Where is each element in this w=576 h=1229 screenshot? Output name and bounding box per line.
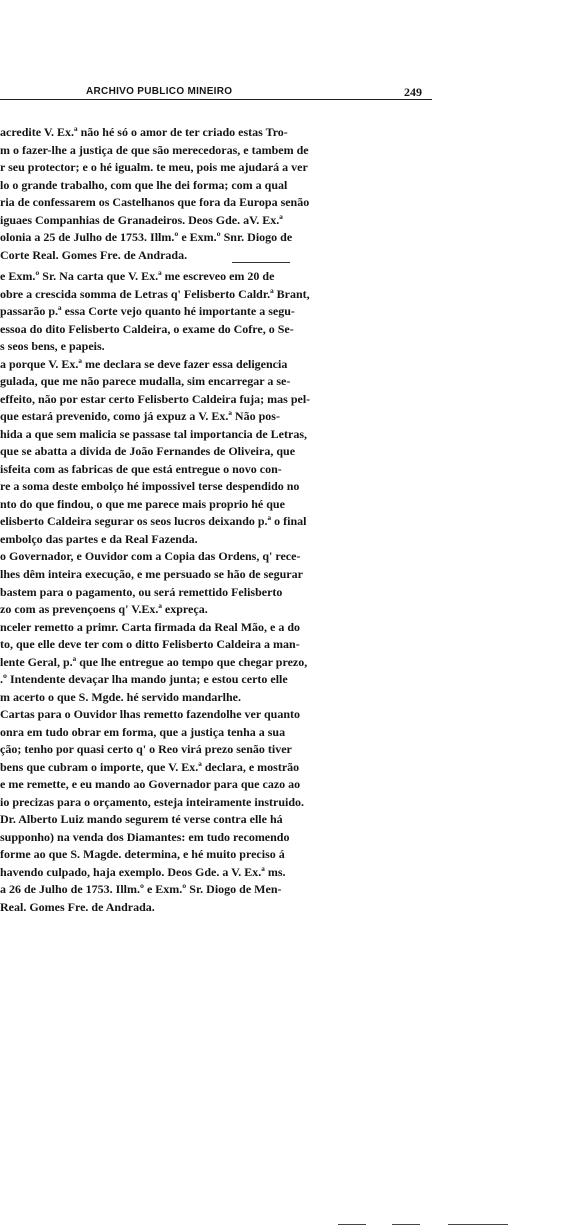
running-title: ARCHIVO PUBLICO MINEIRO — [86, 86, 233, 97]
text-line: effeito, não por estar certo Felisberto Caldeira fuja; mas pel- — [0, 392, 311, 406]
text-line: io precizas para o orçamento, esteja inteiramente instruido. — [0, 795, 305, 809]
page-header — [0, 86, 576, 106]
text-line: onra em tudo obrar em forma, que a justiça tenha a sua — [0, 725, 286, 739]
text-line: que estará prevenido, como já expuz a V. Ex.ª Não pos- — [0, 409, 280, 423]
text-line: lente Geral, p.ª que lhe entregue ao tempo que chegar prezo, — [0, 655, 308, 669]
footer-mark — [338, 1224, 366, 1225]
text-line: Real. Gomes Fre. de Andrada. — [0, 900, 155, 914]
text-line: m acerto o que S. Mgde. hé servido mandarlhe. — [0, 690, 241, 704]
text-line: hida a que sem malicia se passase tal importancia de Letras, — [0, 427, 307, 441]
text-line: Cartas para o Ouvidor lhas remetto fazendolhe ver quanto — [0, 707, 300, 721]
text-line: supponho) na venda dos Diamantes: em tudo recomendo — [0, 830, 290, 844]
text-line: .º Intendente devaçar lha mando junta; e estou certo elle — [0, 672, 288, 686]
text-line: olonia a 25 de Julho de 1753. Illm.º e Exm.º Snr. Diogo de — [0, 230, 293, 244]
text-line: bastem para o pagamento, ou será remettido Felisberto — [0, 585, 283, 599]
text-line: essoa do dito Felisberto Caldeira, o exame do Cofre, o Se- — [0, 322, 294, 336]
text-line: re a soma deste embolço hé impossivel terse despendido no — [0, 479, 300, 493]
text-line: acredite V. Ex.ª não hé só o amor de ter criado estas Tro- — [0, 125, 288, 139]
text-line: elisberto Caldeira segurar os seos lucros deixando p.ª o final — [0, 514, 307, 528]
text-line: zo com as prevençoens q' V.Ex.ª expreça. — [0, 602, 208, 616]
text-line: passarão p.ª essa Corte vejo quanto hé importante a segu- — [0, 304, 295, 318]
footer-mark — [448, 1224, 508, 1225]
header-rule — [0, 99, 432, 100]
text-line: que se abatta a divida de João Fernandes de Oliveira, que — [0, 444, 296, 458]
text-line: obre a crescida somma de Letras q' Felisberto Caldr.ª Brant, — [0, 287, 310, 301]
text-line: nto do que findou, o que me parece mais proprio hé que — [0, 497, 285, 511]
text-line: e me remette, e eu mando ao Governador para que cazo ao — [0, 777, 301, 791]
text-line: to, que elle deve ter com o ditto Felisberto Caldeira a man- — [0, 637, 300, 651]
text-line: Dr. Alberto Luiz mando segurem té verse contra elle há — [0, 812, 283, 826]
page-number: 249 — [404, 85, 422, 99]
text-line: r seu protector; e o hé igualm. te meu, pois me ajudará a ver — [0, 160, 308, 174]
text-line: a 26 de Julho de 1753. Illm.º e Exm.º Sr. Diogo de Men- — [0, 882, 282, 896]
text-line: m o fazer-lhe a justiça de que são merecedoras, e tambem de — [0, 143, 309, 157]
text-line: ria de confessarem os Castelhanos que fora da Europa senão — [0, 195, 310, 209]
text-line: Corte Real. Gomes Fre. de Andrada. — [0, 248, 188, 262]
text-line: e Exm.º Sr. Na carta que V. Ex.ª me escreveo em 20 de — [0, 269, 275, 283]
text-line: s seos bens, e papeis. — [0, 339, 105, 353]
text-line: forme ao que S. Magde. determina, e hé muito preciso á — [0, 847, 285, 861]
text-line: a porque V. Ex.ª me declara se deve fazer essa deligencia — [0, 357, 288, 371]
text-line: lhes dêm inteira execução, e me persuado se hão de segurar — [0, 567, 303, 581]
text-line: nceler remetto a primr. Carta firmada da Real Mão, e a do — [0, 620, 301, 634]
text-line: embolço das partes e da Real Fazenda. — [0, 532, 198, 546]
text-line: gulada, que me não parece mudalla, sim encarregar a se- — [0, 374, 291, 388]
text-line: bens que cubram o importe, que V. Ex.ª declara, e mostrão — [0, 760, 300, 774]
text-line: lo o grande trabalho, com que lhe dei forma; com a qual — [0, 178, 288, 192]
letter-separator — [232, 262, 290, 263]
text-line: o Governador, e Ouvidor com a Copia das Ordens, q' rece- — [0, 549, 301, 563]
footer-mark — [392, 1224, 420, 1225]
text-line: isfeita com as fabricas de que está entregue o novo con- — [0, 462, 282, 476]
text-line: ção; tenho por quasi certo q' o Reo virá prezo senão tiver — [0, 742, 292, 756]
text-line: iguaes Companhias de Granadeiros. Deos Gde. aV. Ex.ª — [0, 213, 283, 227]
text-line: havendo culpado, haja exemplo. Deos Gde. a V. Ex.ª ms. — [0, 865, 286, 879]
